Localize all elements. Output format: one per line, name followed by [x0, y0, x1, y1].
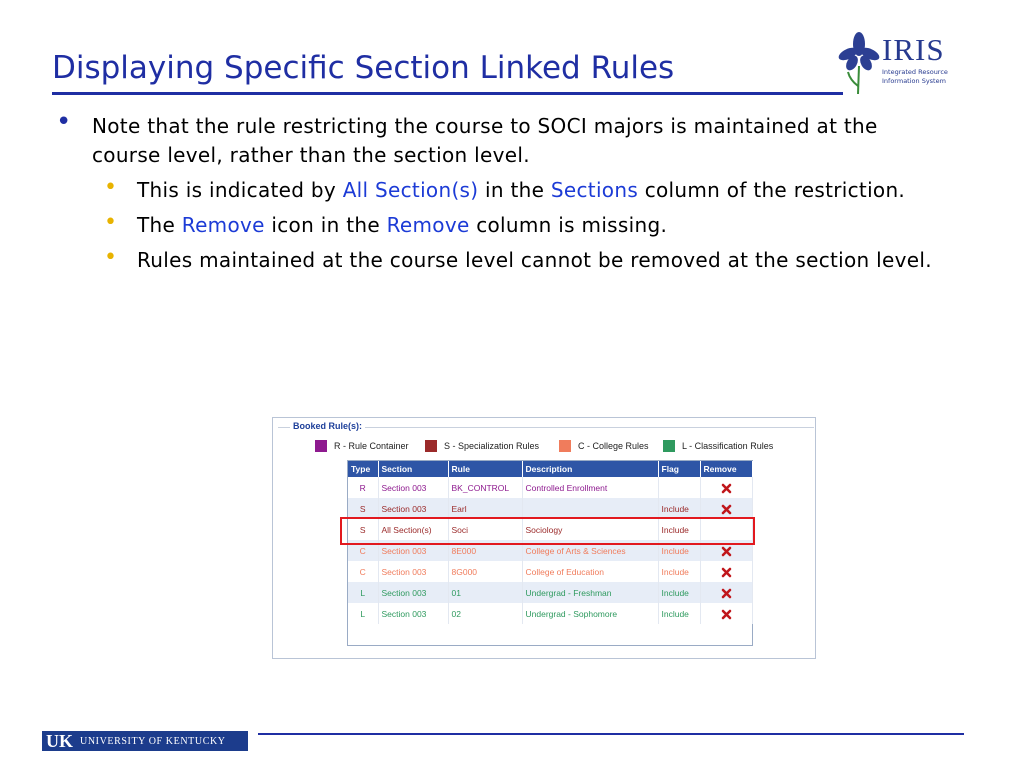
cell-flag: Include	[658, 582, 700, 603]
cell-remove	[700, 582, 752, 603]
bullet-main	[52, 107, 932, 170]
table-body	[348, 477, 752, 624]
cell-remove	[700, 561, 752, 582]
cell-remove	[700, 477, 752, 498]
cell-rule: 8G000	[448, 561, 522, 582]
cell-type: L	[348, 582, 378, 603]
sub-bullet-1-highlight-all-sections: All Section(s)	[342, 178, 479, 202]
bullet-list	[52, 107, 932, 281]
cell-flag: Include	[658, 603, 700, 624]
cell-description: Undergrad - Sophomore	[522, 603, 658, 624]
cell-rule: BK_CONTROL	[448, 477, 522, 498]
table-row[interactable]	[348, 582, 752, 603]
legend-swatch	[425, 440, 437, 452]
cell-description: College of Education	[522, 561, 658, 582]
bullet-dot-icon: •	[56, 107, 72, 137]
sub-bullet-1-pre: This is indicated by	[137, 178, 343, 202]
logo-subtitle	[882, 68, 962, 86]
sub-bullet-dot-icon: •	[104, 210, 118, 235]
cell-rule: Earl	[448, 498, 522, 519]
legend-item-college	[559, 440, 649, 452]
column-header-remove[interactable]: Remove	[700, 461, 752, 477]
cell-section: All Section(s)	[378, 519, 448, 540]
footer-rule	[258, 733, 964, 735]
cell-section: Section 003	[378, 561, 448, 582]
legend-item-specialization	[425, 440, 539, 452]
legend-label: L - Classification Rules	[682, 441, 774, 451]
sub-bullet-1-mid: in the	[478, 178, 551, 202]
sub-bullet-1-post: column of the restriction.	[638, 178, 906, 202]
cell-description: Undergrad - Freshman	[522, 582, 658, 603]
legend-swatch	[559, 440, 571, 452]
remove-icon[interactable]	[721, 567, 732, 578]
iris-flower-icon	[838, 30, 880, 96]
sub-bullet-remove	[52, 211, 932, 240]
sub-bullet-sections	[52, 176, 932, 205]
cell-section: Section 003	[378, 477, 448, 498]
table-header-row	[348, 461, 752, 477]
slide-title: Displaying Specific Section Linked Rules	[52, 50, 675, 86]
sub-bullet-dot-icon: •	[104, 245, 118, 270]
cell-rule: 02	[448, 603, 522, 624]
cell-section: Section 003	[378, 603, 448, 624]
remove-icon[interactable]	[721, 546, 732, 557]
iris-logo	[838, 30, 958, 96]
uk-logo-mark: UK	[46, 731, 73, 751]
sub-bullet-2-mid: icon in the	[264, 213, 387, 237]
cell-type: R	[348, 477, 378, 498]
cell-flag	[658, 477, 700, 498]
cell-description: Sociology	[522, 519, 658, 540]
cell-rule: 01	[448, 582, 522, 603]
cell-type: C	[348, 561, 378, 582]
cell-flag: Include	[658, 561, 700, 582]
column-header-section[interactable]: Section	[378, 461, 448, 477]
column-header-type[interactable]: Type	[348, 461, 378, 477]
legend-label: C - College Rules	[578, 441, 649, 451]
legend-item-classification	[663, 440, 773, 452]
cell-type: S	[348, 519, 378, 540]
sub-bullet-3-text: Rules maintained at the course level cannot be removed at the section level.	[137, 248, 932, 272]
table-row[interactable]	[348, 561, 752, 582]
remove-icon[interactable]	[721, 483, 732, 494]
cell-section: Section 003	[378, 540, 448, 561]
cell-remove	[700, 498, 752, 519]
sub-bullet-2-post: column is missing.	[469, 213, 668, 237]
uk-footer-logo	[42, 731, 248, 751]
highlight-box	[340, 517, 755, 545]
cell-type: L	[348, 603, 378, 624]
logo-subtitle-line-2: Information System	[882, 77, 946, 85]
legend-label: S - Specialization Rules	[444, 441, 540, 451]
table-row[interactable]	[348, 498, 752, 519]
sub-bullet-1-highlight-sections: Sections	[550, 178, 639, 202]
logo-wordmark: IRIS	[882, 32, 945, 67]
cell-description	[522, 498, 658, 519]
sub-bullet-course-level	[52, 246, 932, 275]
title-underline	[52, 92, 843, 95]
cell-type: S	[348, 498, 378, 519]
legend-swatch	[663, 440, 675, 452]
booked-rules-table	[347, 460, 753, 646]
column-header-rule[interactable]: Rule	[448, 461, 522, 477]
booked-rules-title: Booked Rule(s):	[290, 421, 365, 431]
table-row[interactable]	[348, 477, 752, 498]
sub-bullet-2-highlight-remove-column: Remove	[386, 213, 470, 237]
cell-description: Controlled Enrollment	[522, 477, 658, 498]
legend-label: R - Rule Container	[334, 441, 409, 451]
remove-icon[interactable]	[721, 588, 732, 599]
cell-section: Section 003	[378, 582, 448, 603]
sub-bullet-2-pre: The	[137, 213, 182, 237]
cell-flag: Include	[658, 498, 700, 519]
bullet-main-text: Note that the rule restricting the course to SOCI majors is maintained at the course level, rather than the section level.	[92, 114, 878, 167]
column-header-flag[interactable]: Flag	[658, 461, 700, 477]
remove-icon[interactable]	[721, 504, 732, 515]
cell-description: College of Arts & Sciences	[522, 540, 658, 561]
legend-item-rule-container	[315, 440, 409, 452]
cell-rule: 8E000	[448, 540, 522, 561]
cell-remove	[700, 603, 752, 624]
university-name: UNIVERSITY OF KENTUCKY	[80, 736, 226, 747]
cell-flag: Include	[658, 519, 700, 540]
sub-bullet-dot-icon: •	[104, 175, 118, 200]
cell-section: Section 003	[378, 498, 448, 519]
cell-flag: Include	[658, 540, 700, 561]
table-row[interactable]	[348, 603, 752, 624]
column-header-description[interactable]: Description	[522, 461, 658, 477]
logo-subtitle-line-1: Integrated Resource	[882, 68, 948, 76]
cell-rule: Soci	[448, 519, 522, 540]
sub-bullet-2-highlight-remove-icon: Remove	[181, 213, 265, 237]
rules-legend	[315, 440, 795, 454]
remove-icon[interactable]	[721, 609, 732, 620]
legend-swatch	[315, 440, 327, 452]
cell-type: C	[348, 540, 378, 561]
